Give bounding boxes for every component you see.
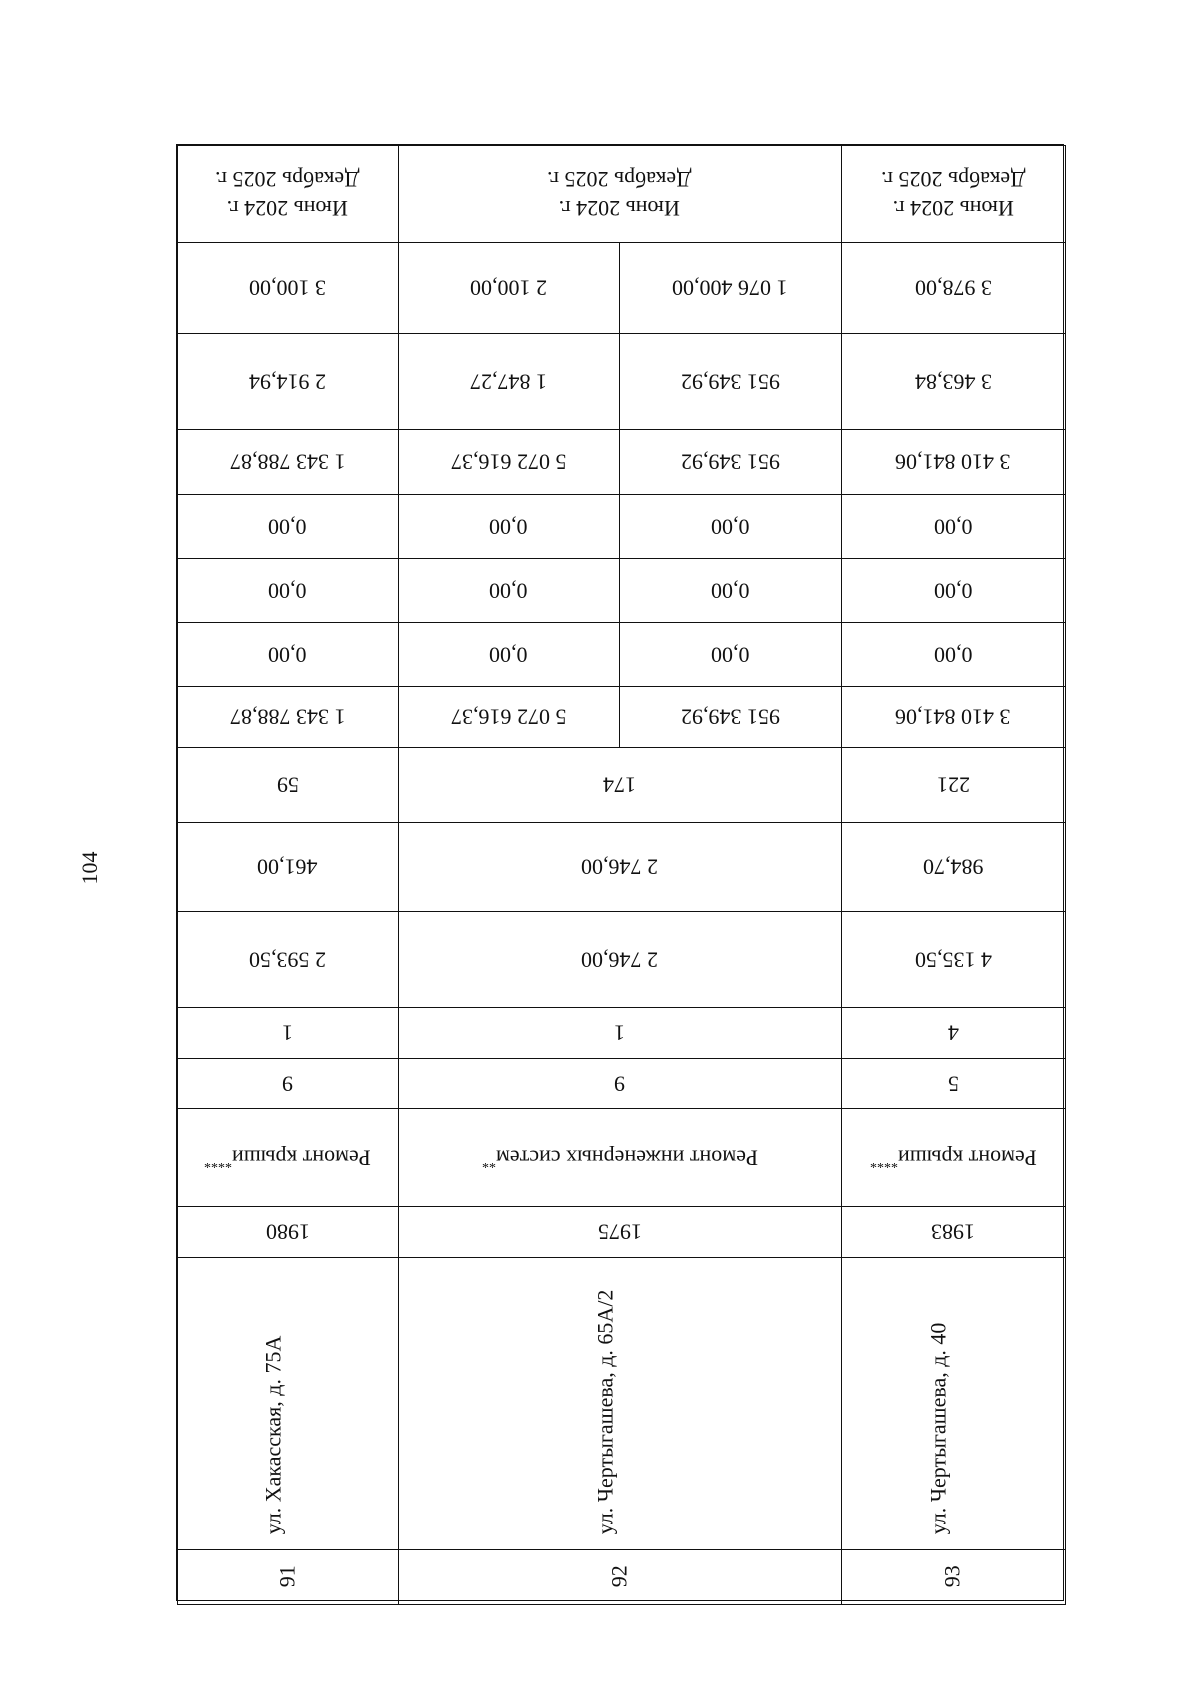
cost-cell: 3 410 841,06 xyxy=(841,686,1066,748)
entrances-cell: 4 xyxy=(841,1007,1066,1059)
residents-cell: 221 xyxy=(841,747,1066,823)
year-cell: 1980 xyxy=(177,1206,399,1258)
zero-cell: 0,00 xyxy=(841,494,1066,559)
repair-table xyxy=(176,144,1064,1601)
floors-cell: 9 xyxy=(177,1058,399,1109)
work-type-cell: Ремонт инженерных систем** xyxy=(398,1108,842,1207)
total-cost-cell: 951 349,92 xyxy=(619,429,842,495)
total-cost-cell: 3 410 841,06 xyxy=(841,429,1066,495)
period-end: Декабрь 2025 г. xyxy=(547,167,692,193)
limit-cell: 2 100,00 xyxy=(398,242,620,334)
zero-cell: 0,00 xyxy=(398,622,620,687)
area-cell: 461,00 xyxy=(177,822,399,912)
zero-cell: 0,00 xyxy=(177,558,399,623)
entrances-cell: 1 xyxy=(177,1007,399,1059)
total-area-cell: 2 746,00 xyxy=(398,911,842,1008)
period-cell-93 xyxy=(841,145,1066,243)
period-end: Декабрь 2025 г. xyxy=(880,167,1026,193)
limit-cell: 3 978,00 xyxy=(841,242,1066,334)
period-start: Июнь 2024 г. xyxy=(226,196,349,222)
entrances-cell: 1 xyxy=(398,1007,842,1059)
page-number: 104 xyxy=(77,851,102,885)
zero-cell: 0,00 xyxy=(619,494,842,559)
zero-cell: 0,00 xyxy=(619,622,842,687)
cost-cell: 1 343 788,87 xyxy=(177,686,399,748)
period-start: Июнь 2024 г. xyxy=(558,196,681,222)
cost-cell: 5 072 616,37 xyxy=(398,686,620,748)
zero-cell: 0,00 xyxy=(841,622,1066,687)
limit-cell: 1 076 400,00 xyxy=(619,242,842,334)
limit-cell: 3 100,00 xyxy=(177,242,399,334)
period-end: Декабрь 2025 г. xyxy=(215,167,360,193)
total-area-cell: 2 593,50 xyxy=(177,911,399,1008)
zero-cell: 0,00 xyxy=(398,558,620,623)
work-type-cell: Ремонт крыши**** xyxy=(841,1108,1066,1207)
cost-per-m2-cell: 2 914,94 xyxy=(177,333,399,430)
zero-cell: 0,00 xyxy=(619,558,842,623)
period-cell-91 xyxy=(177,145,399,243)
total-cost-cell: 1 343 788,87 xyxy=(177,429,399,495)
address-cell: ул. Чертыгашева, д. 65А/2 xyxy=(398,1257,842,1550)
address-cell: ул. Чертыгашева, д. 40 xyxy=(841,1257,1066,1550)
zero-cell: 0,00 xyxy=(177,622,399,687)
floors-cell: 9 xyxy=(398,1058,842,1109)
cost-per-m2-cell: 1 847,27 xyxy=(398,333,620,430)
floors-cell: 5 xyxy=(841,1058,1066,1109)
zero-cell: 0,00 xyxy=(398,494,620,559)
row-number-cell: 92 xyxy=(398,1549,842,1605)
row-number-cell: 93 xyxy=(841,1549,1066,1605)
total-cost-cell: 5 072 616,37 xyxy=(398,429,620,495)
address-cell: ул. Хакасская, д. 75А xyxy=(177,1257,399,1550)
cost-per-m2-cell: 951 349,92 xyxy=(619,333,842,430)
cost-cell: 951 349,92 xyxy=(619,686,842,748)
area-cell: 984,70 xyxy=(841,822,1066,912)
residents-cell: 174 xyxy=(398,747,842,823)
area-cell: 2 746,00 xyxy=(398,822,842,912)
row-number-cell: 91 xyxy=(177,1549,399,1605)
zero-cell: 0,00 xyxy=(841,558,1066,623)
year-cell: 1975 xyxy=(398,1206,842,1258)
year-cell: 1983 xyxy=(841,1206,1066,1258)
period-cell-92 xyxy=(398,145,842,243)
residents-cell: 59 xyxy=(177,747,399,823)
total-area-cell: 4 135,50 xyxy=(841,911,1066,1008)
zero-cell: 0,00 xyxy=(177,494,399,559)
cost-per-m2-cell: 3 463,84 xyxy=(841,333,1066,430)
period-start: Июнь 2024 г. xyxy=(892,196,1014,222)
work-type-cell: Ремонт крыши**** xyxy=(177,1108,399,1207)
